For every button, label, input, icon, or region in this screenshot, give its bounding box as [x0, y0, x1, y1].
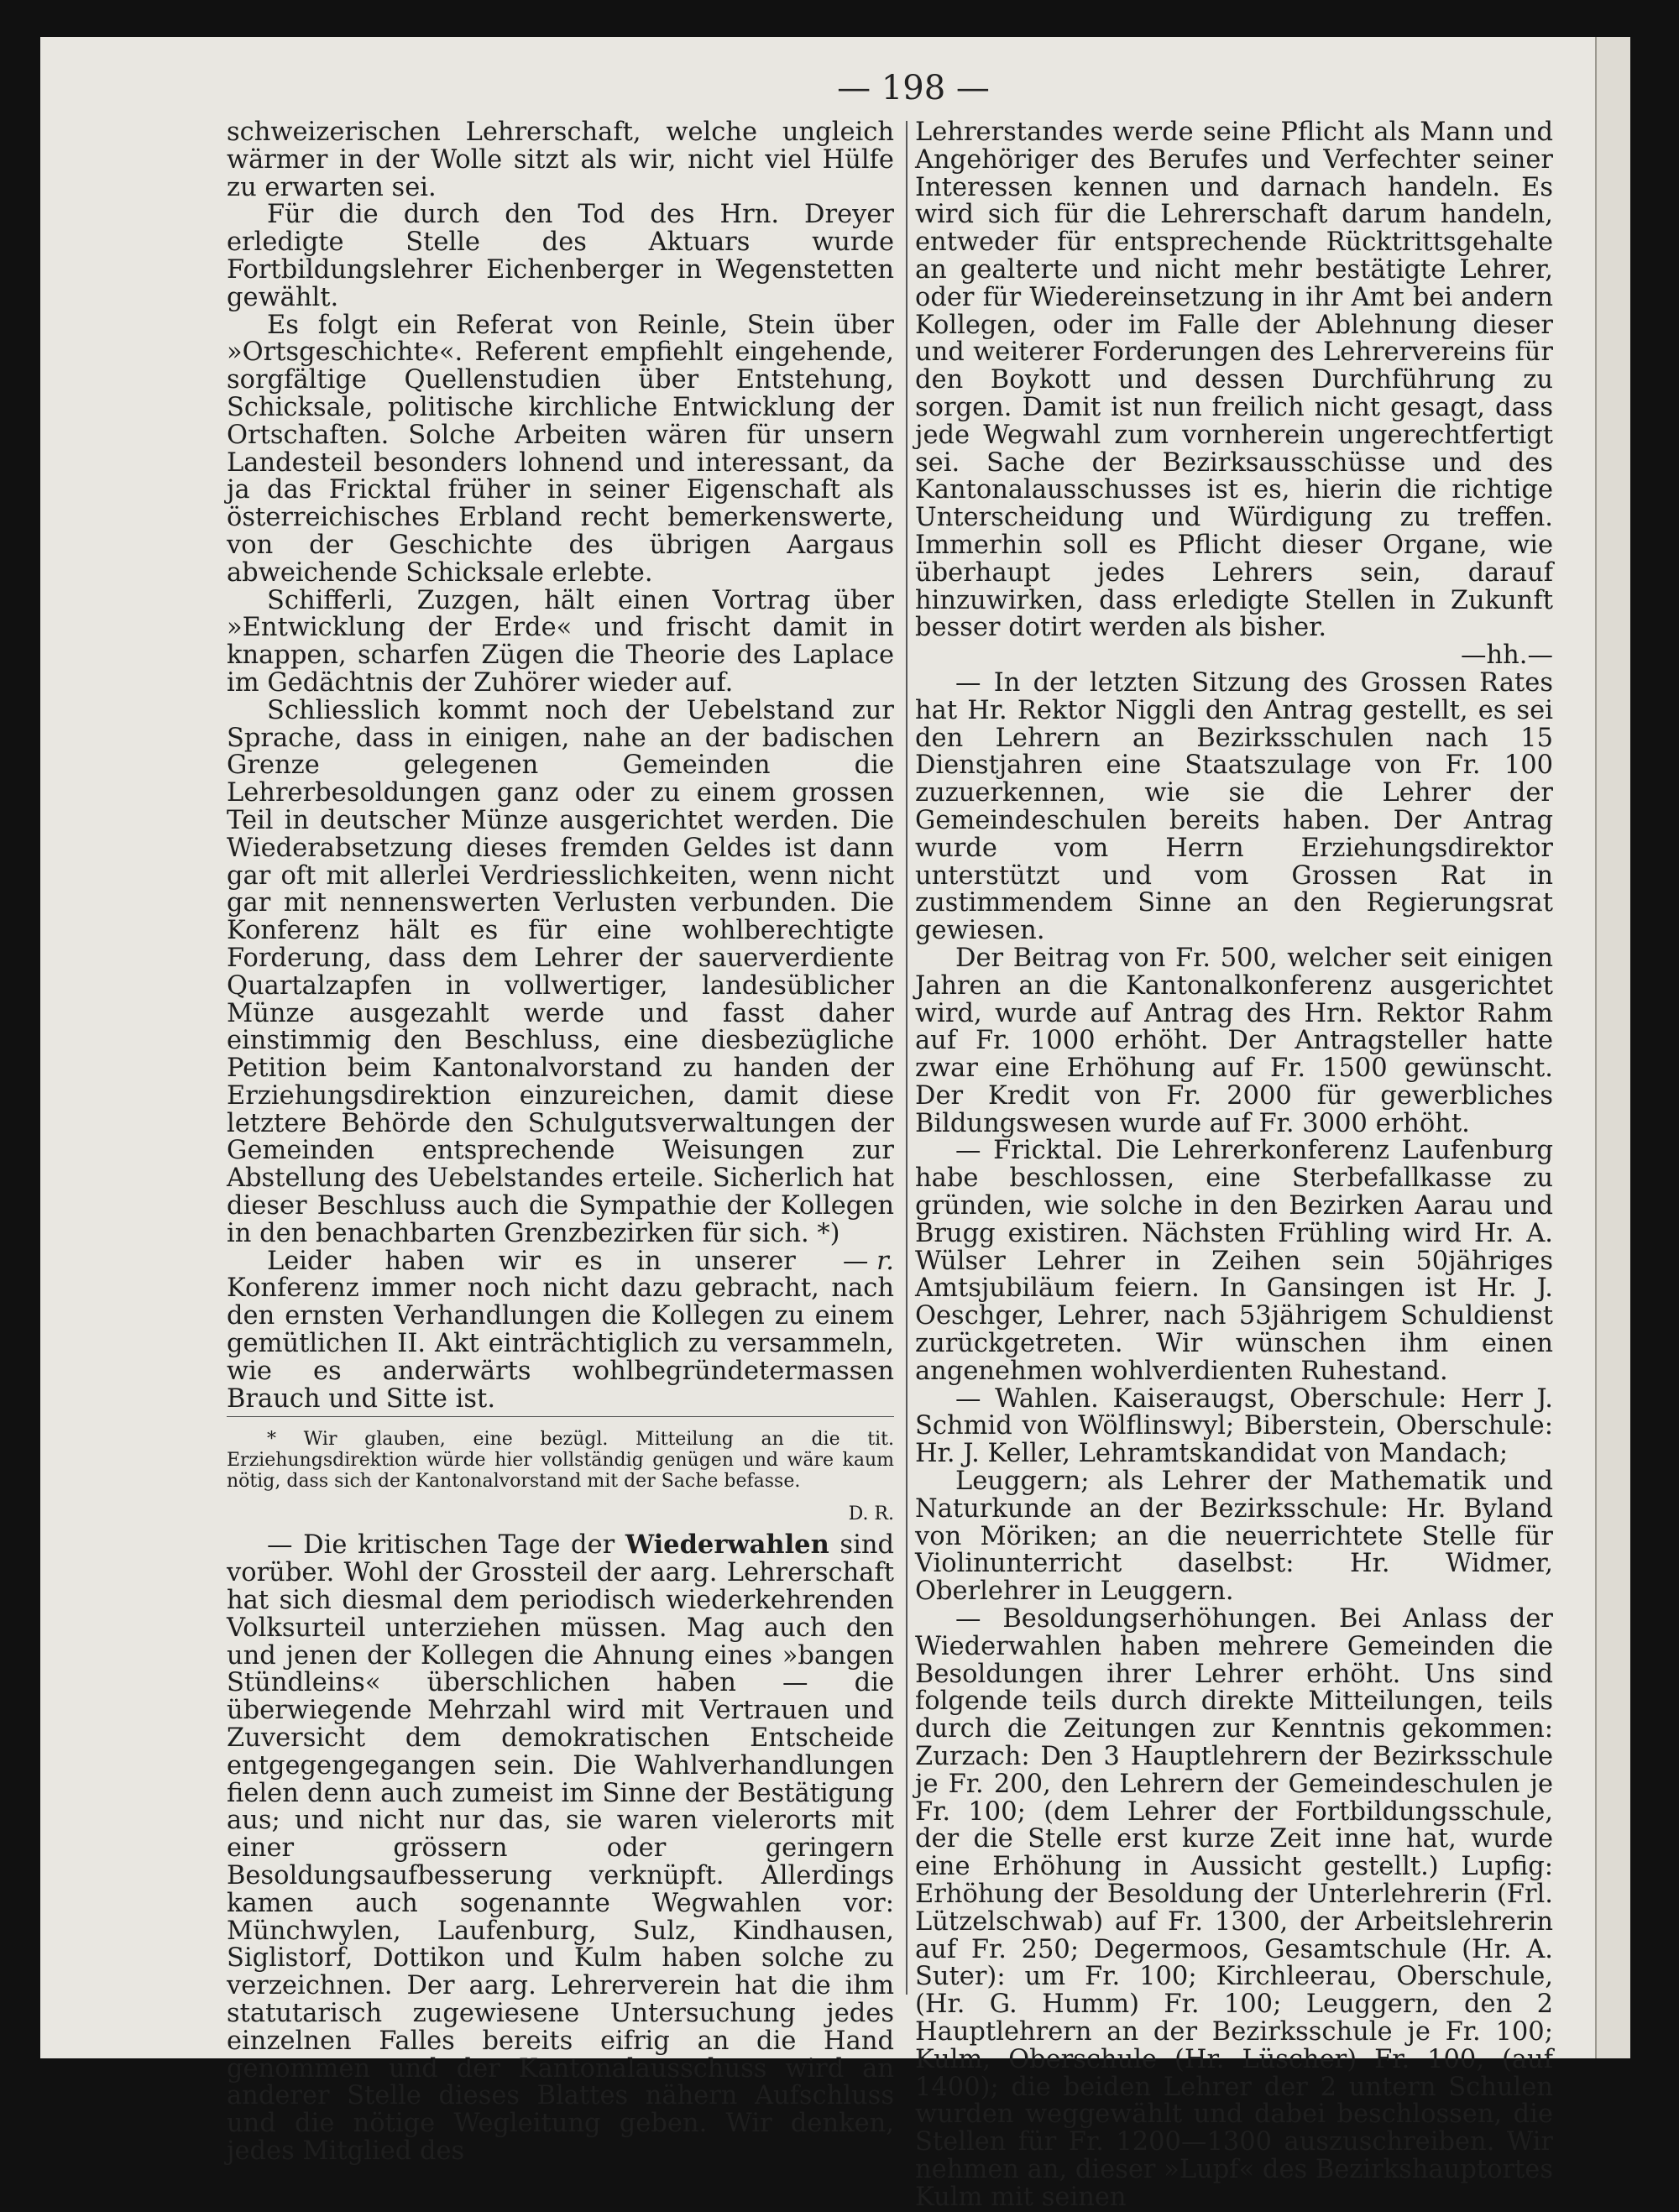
page-number: — 198 —: [837, 69, 990, 107]
paragraph: Schliesslich kommt noch der Uebelstand zur Sprache, dass in einigen, nahe an der badischen Grenze gelegenen Gemeinden die Lehrerbesoldungen ganz oder zu einem grossen Teil in deutscher Münze ausgerichtet werden. Die Wiederabsetzung dieses fremden Geldes ist dann gar oft mit allerlei Verdriesslichkeiten, wenn nicht gar mit nennenswerten Verlusten verbunden. Die Konferenz hält es für eine wohlberechtigte Forderung, dass dem Lehrer der sauerverdiente Quartalzapfen in vollwertiger, landesüblicher Münze ausgezahlt werde und fasst daher einstimmig den Beschluss, eine diesbezügliche Petition beim Kantonalvorstand zu handen der Erziehungsdirektion einzureichen, damit diese letztere Behörde den Schulgutsverwaltungen der Gemeinden entsprechende Weisungen zur Abstellung des Uebelstandes erteile. Sicherlich hat dieser Beschluss auch die Sympathie der Kollegen in den benachbarten Grenzbezirken für sich. *): [227, 695, 894, 1248]
footnote-signature: D. R.: [848, 1503, 894, 1525]
paragraph: [227, 1248, 894, 1414]
article-lead: — Die kritischen Tage der: [267, 1530, 625, 1561]
paragraph: Für die durch den Tod des Hrn. Dreyer erledigte Stelle des Aktuars wurde Fortbildungslehrer Eichenberger in Wegenstetten gewählt.: [227, 200, 894, 312]
paragraph: — Besoldungserhöhungen. Bei Anlass der Wiederwahlen haben mehrere Gemeinden die Besoldungen ihrer Lehrer erhöht. Uns sind folgende teils durch direkte Mitteilungen, teils durch die Zeitungen zur Kenntnis gekommen: Zurzach: Den 3 Hauptlehrern der Bezirksschule je Fr. 200, den Lehrern der Gemeindeschulen je Fr. 100; (dem Lehrer der Fortbildungsschule, der die Stelle erst kurze Zeit inne hat, wurde eine Erhöhung in Aussicht gestellt.) Lupfig: Erhöhung der Besoldung der Unterlehrerin (Frl. Lützelschwab) auf Fr. 1300, der Arbeitslehrerin auf Fr. 250; Degermoos, Gesamtschule (Hr. A. Suter): um Fr. 100; Kirchleerau, Oberschule, (Hr. G. Humm) Fr. 100; Leuggern, den 2 Hauptlehrern an der Bezirksschule je Fr. 100; Kulm, Oberschule (Hr. Lüscher) Fr. 100, (auf 1400); die beiden Lehrer der 2 untern Schulen wurden weggewählt und dabei beschlossen, die Stellen für Fr. 1200—1300 auszuschreiben. Wir nehmen an, dieser »Lupf« des Bezirkshauptortes Kulm mit seinen: [915, 1604, 1553, 2212]
column-divider: [906, 121, 907, 1995]
paragraph: — Fricktal. Die Lehrerkonferenz Laufenburg habe beschlossen, eine Sterbefallkasse zu gründen, wie solche in den Bezirken Aarau und Brugg existiren. Nächsten Frühling wird Hr. A. Wülser Lehrer in Zeihen sein 50jähriges Amtsjubiläum feiern. In Gansingen ist Hr. J. Oeschger, Lehrer, nach 53jährigem Schuldienst zurückgetreten. Wir wünschen ihm einen angenehmen wohlverdienten Ruhestand.: [915, 1136, 1553, 1386]
right-column: [915, 119, 1553, 2212]
paragraph: Lehrerstandes werde seine Pflicht als Mann und Angehöriger des Berufes und Verfechter seiner Interessen kennen und darnach handeln. Es wird sich für die Lehrerschaft darum handeln, entweder für entsprechende Rücktrittsgehalte an gealterte und nicht mehr bestätigte Lehrer, oder für Wiedereinsetzung in ihr Amt bei andern Kollegen, oder im Falle der Ablehnung dieser und weiterer Forderungen des Lehrervereins für den Boykott und dessen Durchführung zu sorgen. Damit ist nun freilich nicht gesagt, dass jede Wegwahl zum vornherein ungerechtfertigt sei. Sache der Bezirksausschüsse und des Kantonalausschusses ist es, hierin die richtige Unterscheidung und Würdigung zu treffen. Immerhin soll es Pflicht dieser Organe, wie überhaupt jedes Lehrers sein, darauf hinzuwirken, dass erledigte Stellen in Zukunft besser dotirt werden als bisher.: [915, 118, 1553, 643]
footnote-rule: [227, 1416, 894, 1417]
adjacent-page-edge: [1595, 37, 1630, 2058]
article-heading: Wiederwahlen: [625, 1530, 829, 1561]
paragraph: Leuggern; als Lehrer der Mathematik und Naturkunde an der Bezirksschule: Hr. Byland von Möriken; an die neuerrichtete Stelle für Violinunterricht daselbst: Hr. Widmer, Oberlehrer in Leuggern.: [915, 1467, 1553, 1607]
paragraph: Schifferli, Zuzgen, hält einen Vortrag über »Entwicklung der Erde« und frischt damit in knappen, scharfen Zügen die Theorie des Laplace im Gedächtnis der Zuhörer wieder auf.: [227, 585, 894, 698]
signature: — r.: [842, 1246, 894, 1276]
left-column: [227, 119, 894, 2166]
newspaper-page: [40, 37, 1630, 2212]
paragraph: — In der letzten Sitzung des Grossen Rates hat Hr. Rektor Niggli den Antrag gestellt, es sei den Lehrern an Bezirksschulen nach 15 Dienstjahren eine Staatszulage von Fr. 100 zuzuerkennen, wie sie die Lehrer der Gemeindeschulen bereits haben. Der Antrag wurde vom Herrn Erziehungsdirektor unterstützt und vom Grossen Rat in zustimmendem Sinne an den Regierungsrat gewiesen.: [915, 667, 1553, 946]
article-text: sind vorüber. Wohl der Grossteil der aarg. Lehrerschaft hat sich diesmal dem periodisch wiederkehrenden Volksurteil unterziehen müssen. Mag auch den und jenen der Kollegen die Ahnung eines »bangen Stündleins« überschlichen haben — die überwiegende Mehrzahl wird mit Vertrauen und Zuversicht dem demokratischen Entscheide entgegengegangen sein. Die Wahlverhandlungen fielen denn auch zumeist im Sinne der Bestätigung aus; und nicht nur das, sie waren vielerorts mit einer grössern oder geringern Besoldungsaufbesserung verknüpft. Allerdings kamen auch sogenannte Wegwahlen vor: Münchwylen, Laufenburg, Sulz, Kindhausen, Siglistorf, Dottikon und Kulm haben solche zu verzeichnen. Der aarg. Lehrerverein hat die ihm statutarisch zugewiesene Untersuchung jedes einzelnen Falles bereits eifrig an die Hand genommen und der Kantonalausschuss wird an anderer Stelle dieses Blattes nähern Aufschluss und die nötige Wegleitung geben. Wir denken, jedes Mitglied des: [227, 1530, 894, 2166]
wiederwahlen-article: [227, 1531, 894, 2165]
paragraph-text: Leider haben wir es in unserer Konferenz immer noch nicht dazu gebracht, nach den ernsten Verhandlungen die Kollegen zu einem gemütlichen II. Akt einträchtiglich zu versammeln, wie es anderwärts wohlbegründetermassen Brauch und Sitte ist.: [227, 1246, 894, 1414]
paragraph: schweizerischen Lehrerschaft, welche ungleich wärmer in der Wolle sitzt als wir, nicht viel Hülfe zu erwarten sei.: [227, 118, 894, 202]
paragraph: Der Beitrag von Fr. 500, welcher seit einigen Jahren an die Kantonalkonferenz ausgerichtet wird, wurde auf Antrag des Hrn. Rektor Rahm auf Fr. 1000 erhöht. Der Antragsteller hatte zwar eine Erhöhung auf Fr. 1500 gewünscht. Der Kredit von Fr. 2000 für gewerbliches Bildungswesen wurde auf Fr. 3000 erhöht.: [915, 943, 1553, 1138]
signature: —hh.—: [1461, 641, 1553, 671]
paragraph: — Wahlen. Kaiseraugst, Oberschule: Herr J. Schmid von Wölflinswyl; Biberstein, Oberschule: Hr. J. Keller, Lehramtskandidat von Mandach;: [915, 1383, 1553, 1469]
paragraph: Es folgt ein Referat von Reinle, Stein über »Ortsgeschichte«. Referent empfiehlt eingehende, sorgfältige Quellenstudien über Entstehung, Schicksale, politische kirchliche Entwicklung der Ortschaften. Solche Arbeiten wären für unsern Landesteil besonders lohnend und interessant, da ja das Fricktal früher in seiner Eigenschaft als österreichisches Erbland recht bemerkenswerte, von der Geschichte des übrigen Aargaus abweichende Schicksale erlebte.: [227, 310, 894, 588]
footnote: * Wir glauben, eine bezügl. Mitteilung an die tit. Erziehungsdirektion würde hier vollständig genügen und wäre kaum nötig, dass sich der Kantonalvorstand mit der Sache befasse.: [227, 1429, 894, 1493]
